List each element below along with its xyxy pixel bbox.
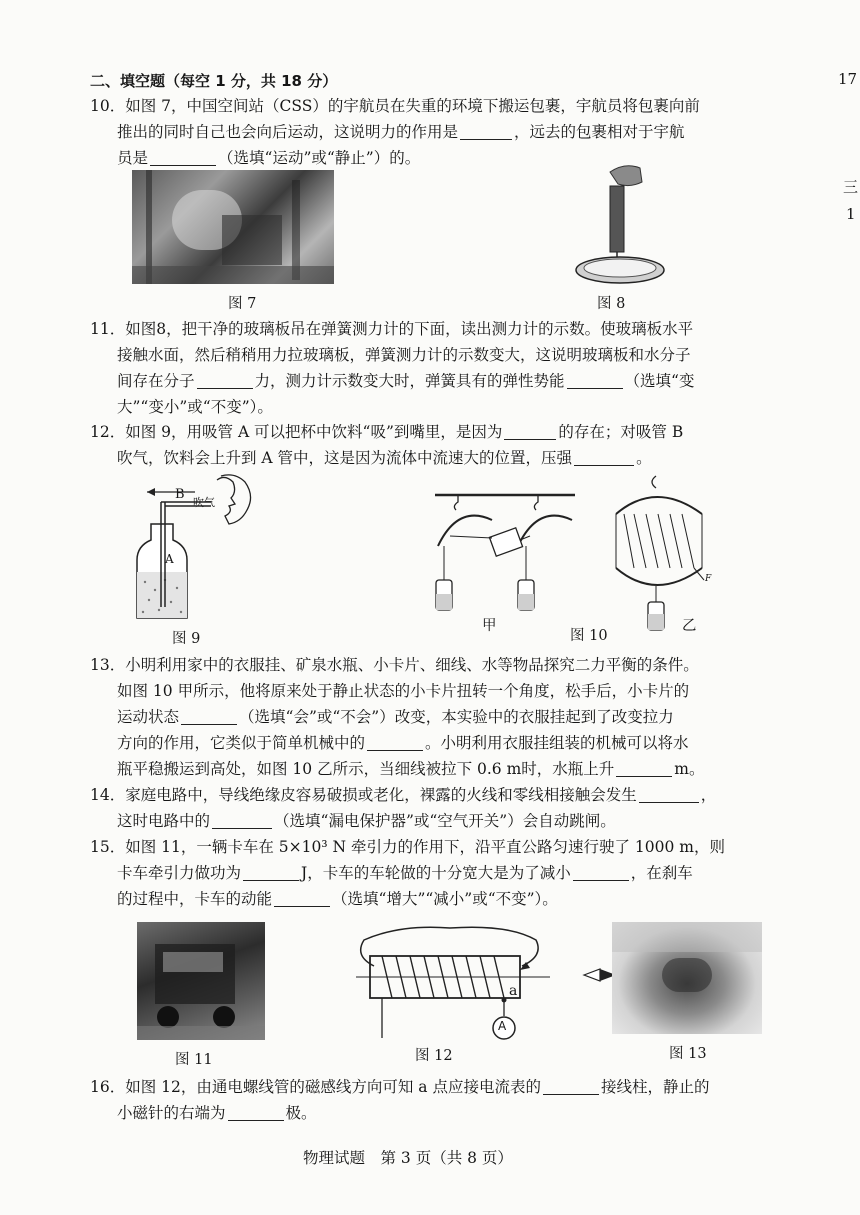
- q13-text: 方向的作用，它类似于简单机械中的: [117, 734, 366, 752]
- q13-blank-3[interactable]: [616, 760, 672, 777]
- section-title: 二、填空题（每空 1 分，共 18 分）: [90, 72, 338, 90]
- q13-line1: 13．小明利用家中的衣服挂、矿泉水瓶、小卡片、细线、水等物品探究二力平衡的条件。: [90, 656, 699, 674]
- q13-blank-1[interactable]: [181, 708, 237, 725]
- q14-blank-1[interactable]: [639, 786, 699, 803]
- q14-line1: [90, 784, 716, 806]
- q13-text: m。: [674, 760, 705, 778]
- q15-line3: [117, 888, 558, 910]
- fig12-label-a: a: [509, 983, 518, 999]
- ammeter-icon: A: [498, 1019, 507, 1033]
- q12-text: 的存在；对吸管 B: [558, 423, 684, 441]
- q15-text: 的过程中，卡车的动能: [117, 890, 273, 908]
- fig10-label-jia: 甲: [482, 618, 497, 634]
- q10-text: （选填“运动”或“静止”）的。: [218, 149, 421, 167]
- fig13-caption: 图 13: [669, 1046, 707, 1062]
- q16-line2: [117, 1102, 317, 1124]
- q15-text: ，在刹车: [630, 864, 693, 882]
- q16-text: 16．如图 12，由通电螺线管的磁感线方向可知 a 点应接电流表的: [90, 1078, 541, 1096]
- q13-blank-2[interactable]: [367, 734, 423, 751]
- card-balance-diagram: [430, 490, 580, 620]
- q15-line1: 15．如图 11，一辆卡车在 5×10³ N 牵引力的作用下，沿平直公路匀速行驶了 1000 m，则: [90, 838, 726, 856]
- q13-line4: [117, 732, 689, 754]
- q11-text: （选填“变: [624, 372, 695, 390]
- q10-text: 推出的同时自己也会向后运动，这说明力的作用是: [117, 123, 459, 141]
- q16-blank-2[interactable]: [228, 1104, 284, 1121]
- fig9-caption: 图 9: [172, 631, 201, 647]
- page-footer: 物理试题 第 3 页（共 8 页）: [303, 1149, 513, 1167]
- margin-mark-score: 17: [838, 70, 858, 88]
- q10-blank-2[interactable]: [150, 149, 216, 166]
- q13-line5: [117, 758, 704, 780]
- q12-text: 。: [636, 449, 652, 467]
- q15-blank-1[interactable]: [243, 864, 299, 881]
- glass-plate-diagram: [570, 162, 680, 288]
- q11-blank-1[interactable]: [197, 372, 253, 389]
- fig10-caption: 图 10: [570, 628, 608, 644]
- fig8-caption: 图 8: [597, 296, 626, 312]
- q13-text: 瓶平稳搬运到高处，如图 10 乙所示，当细线被拉下 0.6 m时，水瓶上升: [117, 760, 615, 778]
- q10-blank-1[interactable]: [460, 123, 512, 140]
- fig7-caption: 图 7: [228, 296, 257, 312]
- q10-text: ，远去的包裹相对于宇航: [514, 123, 685, 141]
- q11-line2: 接触水面，然后稍稍用力拉玻璃板，弹簧测力计的示数变大，这说明玻璃板和水分子: [117, 346, 691, 364]
- q14-text: 这时电路中的: [117, 812, 211, 830]
- q14-text: 14．家庭电路中，导线绝缘皮容易破损或老化，裸露的火线和零线相接触会发生: [90, 786, 637, 804]
- q12-line2: [117, 447, 652, 469]
- truck-photo: [137, 922, 265, 1040]
- solenoid-diagram: [340, 926, 570, 1040]
- fig10-label-yi: 乙: [682, 618, 697, 634]
- q16-text: 接线柱，静止的: [600, 1078, 710, 1096]
- q16-text: 小磁针的右端为: [117, 1104, 226, 1122]
- q10-line3: [117, 147, 420, 169]
- pulley-hanger-diagram: [610, 474, 710, 634]
- q15-line2: [117, 862, 693, 884]
- q11-line1: 11．如图8，把干净的玻璃板吊在弹簧测力计的下面，读出测力计的示数。使玻璃板水平: [90, 320, 694, 338]
- q15-text: J，卡车的车轮做的十分宽大是为了减小: [301, 864, 571, 882]
- fig10-label-f: F: [705, 574, 712, 584]
- astronaut-photo: [132, 170, 334, 284]
- q11-blank-2[interactable]: [567, 372, 623, 389]
- q12-text: 吹气，饮料会上升到 A 管中，这是因为流体中流速大的位置，压强: [117, 449, 573, 467]
- q14-text: （选填“漏电保护器”或“空气开关”）会自动跳闸。: [274, 812, 616, 830]
- fig9-label-blow: 吹气: [193, 496, 215, 509]
- q13-line3: [117, 706, 674, 728]
- q16-text: 极。: [285, 1104, 317, 1122]
- fig11-caption: 图 11: [175, 1052, 213, 1068]
- fig9-label-b: B: [175, 487, 185, 502]
- q14-line2: [117, 810, 616, 832]
- q11-line4: 大”“变小”或“不变”）。: [117, 398, 273, 416]
- q14-text: ，: [700, 786, 717, 804]
- q13-text: 。小明利用衣服挂组装的机械可以将水: [425, 734, 689, 752]
- q15-blank-2[interactable]: [573, 864, 629, 881]
- q10-line1: 10．如图 7，中国空间站（CSS）的宇航员在失重的环境下搬运包裹，宇航员将包裹向前: [90, 97, 700, 115]
- q15-text: 卡车牵引力做功为: [117, 864, 242, 882]
- q11-line3: [117, 370, 694, 392]
- q11-text: 力，测力计示数变大时，弹簧具有的弹性势能: [254, 372, 565, 390]
- margin-mark-number: 1: [846, 205, 856, 223]
- q13-line2: 如图 10 甲所示，他将原来处于静止状态的小卡片扭转一个角度，松手后，小卡片的: [117, 682, 690, 700]
- q16-blank-1[interactable]: [543, 1078, 599, 1095]
- q13-text: （选填“会”或“不会”）改变，本实验中的衣服挂起到了改变拉力: [239, 708, 674, 726]
- q10-text: 员是: [117, 149, 149, 167]
- q11-text: 间存在分子: [117, 372, 195, 390]
- q12-blank-1[interactable]: [504, 423, 556, 440]
- margin-mark-section: 三: [843, 178, 859, 196]
- q14-blank-2[interactable]: [212, 812, 272, 829]
- q12-text: 12．如图 9，用吸管 A 可以把杯中饮料“吸”到嘴里，是因为: [90, 423, 503, 441]
- q15-blank-3[interactable]: [274, 890, 330, 907]
- shoe-print-photo: [612, 922, 762, 1034]
- q12-blank-2[interactable]: [574, 449, 634, 466]
- q13-text: 运动状态: [117, 708, 180, 726]
- q15-text: （选填“增大”“减小”或“不变”）。: [332, 890, 558, 908]
- q10-line2: [117, 121, 685, 143]
- fig9-label-a: A: [165, 552, 174, 566]
- q12-line1: [90, 421, 683, 443]
- fig12-caption: 图 12: [415, 1048, 453, 1064]
- q16-line1: [90, 1076, 710, 1098]
